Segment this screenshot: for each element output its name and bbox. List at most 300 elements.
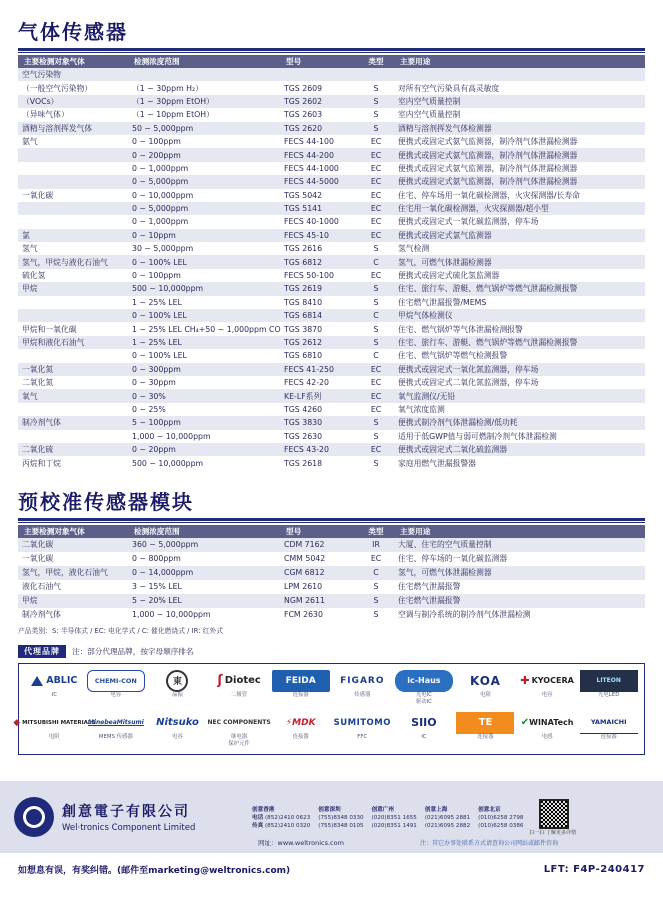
- table-row: [18, 175, 645, 188]
- table-cell: TGS 2620: [280, 122, 358, 135]
- table-cell: 0 ~ 1,000ppm: [128, 162, 280, 175]
- brand-category: 连接器: [477, 733, 494, 740]
- brand-category: 连接器: [292, 733, 309, 740]
- office-fax: (021)6095 2882: [424, 822, 471, 829]
- table-cell: [18, 430, 128, 443]
- brand-grid: [13, 663, 645, 755]
- table-cell: 0 ~ 200ppm: [128, 148, 280, 161]
- table-cell: 3 ~ 15% LEL: [128, 580, 280, 594]
- brand-header: [18, 645, 645, 659]
- brand-logo-text: CHEMI-CON: [94, 676, 137, 685]
- company-name-en: Wel·tronics Component Limited: [62, 823, 196, 833]
- table-cell: 氧气监测仪/无铅: [394, 389, 645, 402]
- office-name: 创意上海: [424, 806, 448, 813]
- company-footer: [0, 781, 663, 853]
- table-cell: 丙烷和丁烷: [18, 456, 128, 469]
- table-row: [18, 95, 645, 108]
- table-cell: TGS 2603: [280, 108, 358, 121]
- table-cell: 甲烷和液化石油气: [18, 336, 128, 349]
- table-cell: 0 ~ 300ppm: [128, 363, 280, 376]
- table-cell: 二氧化氮: [18, 376, 128, 389]
- table-cell: 0 ~ 10,000ppm: [128, 189, 280, 202]
- table-cell: KE-LF系列: [280, 389, 358, 402]
- table-cell: 氢气，甲烷，液化石油气: [18, 566, 128, 580]
- table-cell: TGS 6810: [280, 349, 358, 362]
- triangle-icon: [25, 670, 83, 692]
- brand-logo-text: NEC COMPONENTS: [207, 719, 271, 727]
- table-cell: C: [358, 255, 394, 268]
- table-cell: 氢气，可燃气体泄漏检测器: [394, 255, 645, 268]
- table-cell: 氢气，可燃气体泄漏检测器: [394, 566, 645, 580]
- column-header: 类型: [358, 55, 394, 68]
- table-row: [18, 430, 645, 443]
- table-cell: CGM 6812: [280, 566, 358, 580]
- brand-logo-text: ic-Haus: [407, 676, 441, 686]
- table-cell: 便携式制冷剂气体泄漏检测/低功耗: [394, 416, 645, 429]
- brand-item[interactable]: [271, 668, 330, 708]
- table-cell: [18, 309, 128, 322]
- table-row: [18, 255, 645, 268]
- brand-logo: [148, 712, 206, 734]
- table-row: [18, 81, 645, 94]
- brand-logo-text: Diotec: [224, 675, 261, 687]
- brand-item[interactable]: [13, 710, 96, 750]
- table-cell: EC: [358, 148, 394, 161]
- table-cell: EC: [358, 443, 394, 456]
- table-row: [18, 215, 645, 228]
- brand-category: 连接器: [292, 691, 309, 698]
- table-cell: 空气污染物: [18, 68, 128, 81]
- table-cell: 便携式或固定式氨气监测器，制冷剂气体泄漏检测器: [394, 175, 645, 188]
- table-row: [18, 608, 645, 622]
- table-cell: EC: [358, 389, 394, 402]
- brand-category: 电阻: [480, 691, 491, 698]
- table-row: [18, 349, 645, 362]
- office-tel: (020)8351 1655: [371, 814, 417, 821]
- table-cell: 空调与制冷系统的制冷剂气体泄漏检测: [394, 608, 645, 622]
- office-2: [425, 806, 470, 830]
- brand-note: 注：部分代理品牌，按字母顺序排名: [72, 647, 194, 657]
- table-cell: FECS 44-1000: [280, 162, 358, 175]
- table-cell: 50 ~ 5,000ppm: [128, 122, 280, 135]
- table-row: [18, 552, 645, 566]
- website[interactable]: [258, 838, 344, 847]
- brand-category: 继电器 保护元件: [228, 733, 250, 747]
- table-cell: S: [358, 95, 394, 108]
- company-logo-icon: [14, 797, 54, 837]
- table-cell: S: [358, 416, 394, 429]
- office-tel: (010)6258 2798: [478, 814, 524, 821]
- table-cell: 360 ~ 5,000ppm: [128, 538, 280, 552]
- table-cell: 便携式或固定式氨气监测器，制冷剂气体泄漏检测器: [394, 148, 645, 161]
- brand-item[interactable]: [333, 710, 392, 750]
- brand-category: 传感器: [354, 691, 371, 698]
- brand-item[interactable]: [25, 668, 84, 708]
- tel-label: 电话: [252, 814, 264, 821]
- table-cell: 便携式或固定式一氧化碳监测器，停车场: [394, 215, 645, 228]
- brand-category: 电感: [541, 733, 553, 740]
- web-label: 网址：: [258, 839, 278, 847]
- table-cell: 住宅、旅行车、游艇、燃气锅炉等燃气泄漏检测报警: [394, 336, 645, 349]
- column-header: 类型: [358, 525, 394, 538]
- table-row: [18, 566, 645, 580]
- table-row: [18, 403, 645, 416]
- brand-logo: [333, 670, 391, 692]
- table-cell: [18, 202, 128, 215]
- table-row: [18, 456, 645, 469]
- office-0: [318, 806, 363, 830]
- table-cell: TGS 8410: [280, 296, 358, 309]
- table-cell: NGM 2611: [280, 594, 358, 608]
- brand-item[interactable]: [456, 668, 515, 708]
- table-cell: FECS 50-100: [280, 269, 358, 282]
- brand-item[interactable]: [87, 710, 146, 750]
- table-cell: FECS 42-20: [280, 376, 358, 389]
- company-name-cn: 創意電子有限公司: [62, 804, 190, 820]
- brand-item[interactable]: [87, 668, 146, 708]
- table-cell: 氯: [18, 229, 128, 242]
- table-cell: 一氧化氮: [18, 363, 128, 376]
- table-cell: 0 ~ 25%: [128, 403, 280, 416]
- brand-logo-text: MinebeaMitsumi: [87, 719, 144, 727]
- table-cell: 0 ~ 30ppm: [128, 376, 280, 389]
- table-cell: 室内空气质量控制: [394, 95, 645, 108]
- table-row: [18, 135, 645, 148]
- table-cell: 500 ~ 10,000ppm: [128, 456, 280, 469]
- w-mark-icon: ✔ WINATech: [520, 717, 574, 729]
- table-cell: CMM 5042: [280, 552, 358, 566]
- table-cell: 住宅、旅行车、游艇、燃气锅炉等燃气泄漏检测报警: [394, 282, 645, 295]
- brand-logo: [395, 670, 453, 692]
- table-cell: 500 ~ 10,000ppm: [128, 282, 280, 295]
- table-row: [18, 68, 645, 81]
- table-cell: 0 ~ 100% LEL: [128, 255, 280, 268]
- table-body: [18, 538, 645, 622]
- table-cell: 二氧化碳: [18, 538, 128, 552]
- table-body: [18, 68, 645, 470]
- table-cell: S: [358, 608, 394, 622]
- table-cell: TGS 3830: [280, 416, 358, 429]
- table-row: [18, 162, 645, 175]
- table-cell: FECS 44-100: [280, 135, 358, 148]
- table-cell: C: [358, 566, 394, 580]
- table-row: [18, 443, 645, 456]
- brand-item[interactable]: [579, 668, 638, 708]
- brand-logo-text: LITEON: [596, 677, 621, 685]
- table-row: [18, 416, 645, 429]
- j-mark-icon: ʃ Diotec: [217, 673, 261, 689]
- office-tel: (852)2410 0623: [264, 814, 311, 821]
- table-cell: 住宅、停车场的一氧化碳监测器: [394, 552, 645, 566]
- brand-category: 连接器: [600, 733, 617, 740]
- table-cell: 5 ~ 20% LEL: [128, 594, 280, 608]
- brand-logo: [580, 712, 638, 734]
- table-cell: 便携式或固定式氨气监测器，制冷剂气体泄漏检测器: [394, 162, 645, 175]
- table-cell: TGS 3870: [280, 322, 358, 335]
- brand-logo: [456, 712, 514, 734]
- table-cell: LPM 2610: [280, 580, 358, 594]
- office-name: 创意深圳: [318, 806, 341, 813]
- table-cell: 1 ~ 25% LEL: [128, 296, 280, 309]
- office-3: [478, 806, 523, 830]
- brand-logo-text: KYOCERA: [531, 676, 574, 686]
- brand-item[interactable]: [456, 710, 515, 750]
- table-cell: 液化石油气: [18, 580, 128, 594]
- table-cell: TGS 2619: [280, 282, 358, 295]
- table-row: [18, 580, 645, 594]
- table-cell: EC: [358, 376, 394, 389]
- table-cell: TGS 2630: [280, 430, 358, 443]
- table-cell: 酒精与溶剂挥发气体检测器: [394, 122, 645, 135]
- brand-item[interactable]: [271, 710, 330, 750]
- brand-item[interactable]: [518, 668, 577, 708]
- table-row: [18, 148, 645, 161]
- table-row: [18, 309, 645, 322]
- brand-logo-text: FIGARO: [340, 675, 385, 686]
- table-cell: EC: [358, 269, 394, 282]
- table-row: [18, 322, 645, 335]
- table-row: [18, 108, 645, 121]
- table-cell: FECS 43-20: [280, 443, 358, 456]
- table-cell: 便携式或固定式二氧化硫监测器: [394, 443, 645, 456]
- table-cell: TGS 6814: [280, 309, 358, 322]
- table-cell: FCM 2630: [280, 608, 358, 622]
- brand-category: 电阻: [48, 733, 60, 740]
- table-row: [18, 202, 645, 215]
- modules-title: 预校准传感器模块: [18, 489, 194, 514]
- table-cell: FECS 40-1000: [280, 215, 358, 228]
- table-cell: 氧气浓度监测: [394, 403, 645, 416]
- brand-category: FFC: [357, 733, 368, 740]
- brand-logo-text: WINATech: [529, 718, 574, 728]
- web-url[interactable]: www.weltronics.com: [277, 839, 344, 847]
- feedback-slogan[interactable]: 如想息有误，有奖纠错。(邮件至marketing@weltronics.com): [18, 865, 291, 876]
- table-cell: （VOCs）: [18, 95, 128, 108]
- table-row: [18, 336, 645, 349]
- table-cell: 制冷剂气体: [18, 608, 128, 622]
- table-cell: [18, 296, 128, 309]
- table-cell: 住宅、停车场用一氧化碳检测器，火灾探测器/长寿命: [394, 189, 645, 202]
- brand-item[interactable]: [579, 710, 638, 750]
- table-cell: TGS 2612: [280, 336, 358, 349]
- brand-category: 电容: [172, 733, 183, 740]
- table-row: [18, 122, 645, 135]
- table-cell: 对所有空气污染具有高灵敏度: [394, 81, 645, 94]
- table-row: [18, 376, 645, 389]
- table-cell: 0 ~ 100ppm: [128, 135, 280, 148]
- office-tel: (755)8348 0330: [318, 814, 364, 821]
- table-cell: 0 ~ 14,000ppm: [128, 566, 280, 580]
- table-cell: 1 ~ 25% LEL: [128, 336, 280, 349]
- brand-logo-text: KOA: [470, 673, 501, 688]
- brand-item[interactable]: [395, 710, 454, 750]
- brand-item[interactable]: [333, 668, 392, 708]
- table-cell: 便携式或固定式氯气监测器: [394, 229, 645, 242]
- table-cell: 便携式或固定式二氧化氮监测器，停车场: [394, 376, 645, 389]
- brand-category: 光电LED: [598, 691, 620, 698]
- brand-logo: [272, 670, 330, 692]
- table-cell: [18, 162, 128, 175]
- table-cell: 氢气，甲烷与液化石油气: [18, 255, 128, 268]
- brand-logo-text: ABLIC: [46, 675, 78, 687]
- table-cell: 0 ~ 20ppm: [128, 443, 280, 456]
- table-cell: 制冷剂气体: [18, 416, 128, 429]
- brand-category: 光电IC 驱动IC: [415, 691, 432, 705]
- table-cell: 室内空气质量控制: [394, 108, 645, 121]
- column-header: 主要用途: [394, 55, 645, 68]
- table-cell: 0 ~ 1,000ppm: [128, 215, 280, 228]
- column-header: 型号: [280, 525, 358, 538]
- section-rule: [18, 52, 645, 53]
- brand-tag: 代理品牌: [18, 645, 66, 658]
- brand-item[interactable]: [148, 668, 207, 708]
- table-cell: 住宅燃气泄漏报警/MEMS: [394, 296, 645, 309]
- table-cell: 氢气: [18, 242, 128, 255]
- table-cell: FECS 41-250: [280, 363, 358, 376]
- table-cell: EC: [358, 175, 394, 188]
- table-cell: 大厦、住宅的空气质量控制: [394, 538, 645, 552]
- brand-item[interactable]: [210, 668, 269, 708]
- table-cell: [18, 349, 128, 362]
- table-cell: 0 ~ 100% LEL: [128, 309, 280, 322]
- brand-item[interactable]: [395, 668, 454, 708]
- table-cell: 便携式或固定式氨气监测器，制冷剂气体泄漏检测器: [394, 135, 645, 148]
- table-cell: 甲烷: [18, 282, 128, 295]
- table-cell: TGS 2616: [280, 242, 358, 255]
- table-cell: 住宅用一氧化碳检测器，火灾探测器/超小型: [394, 202, 645, 215]
- table-cell: 一氧化碳: [18, 552, 128, 566]
- column-header: 型号: [280, 55, 358, 68]
- brand-logo-text: SIIO: [411, 716, 437, 730]
- table-cell: 30 ~ 5,000ppm: [128, 242, 280, 255]
- section-rule: [18, 48, 645, 51]
- section-rule: [18, 522, 645, 523]
- table-cell: 0 ~ 10ppm: [128, 229, 280, 242]
- brand-category: IC: [421, 733, 427, 740]
- table-cell: TGS 2618: [280, 456, 358, 469]
- table-cell: S: [358, 430, 394, 443]
- brand-item[interactable]: [207, 710, 271, 750]
- kyocera-mark-icon: ✚ KYOCERA: [520, 674, 574, 688]
- office-fax: (020)8351 1491: [371, 822, 417, 829]
- office-name: 创意广州: [371, 806, 394, 813]
- brand-logo-text: SUMITOMO: [333, 717, 391, 728]
- table-cell: （1 ~ 30ppm EtOH）: [128, 95, 280, 108]
- table-cell: [128, 68, 280, 81]
- table-cell: 1,000 ~ 10,000ppm: [128, 430, 280, 443]
- fax-label: 传真: [252, 822, 264, 829]
- page-bottom: [18, 860, 645, 878]
- table-cell: IR: [358, 538, 394, 552]
- table-row: [18, 538, 645, 552]
- table-cell: 甲烷气体检测仪: [394, 309, 645, 322]
- table-cell: S: [358, 122, 394, 135]
- table-cell: [358, 68, 394, 81]
- mdk-mark-icon: ⚡ MDK: [285, 717, 316, 728]
- column-header: 主要检测对象气体: [18, 525, 128, 538]
- table-cell: （1 ~ 10ppm EtOH）: [128, 108, 280, 121]
- type-note: 产品类别：S: 半导体式 / EC: 电化学式 / C: 催化燃烧式 / IR: 红外式: [18, 626, 223, 635]
- table-cell: TGS 4260: [280, 403, 358, 416]
- table-cell: EC: [358, 215, 394, 228]
- table-cell: C: [358, 349, 394, 362]
- table-cell: S: [358, 456, 394, 469]
- module-table: [18, 525, 645, 622]
- table-cell: 0 ~ 5,000ppm: [128, 175, 280, 188]
- table-cell: TGS 5042: [280, 189, 358, 202]
- office-tel: (021)6095 2881: [424, 814, 471, 821]
- table-cell: 一氧化碳: [18, 189, 128, 202]
- table-cell: [394, 68, 645, 81]
- table-cell: 住宅、燃气锅炉等燃气检测报警: [394, 349, 645, 362]
- table-cell: S: [358, 108, 394, 121]
- brand-logo-text: Nitsuko: [156, 717, 199, 729]
- office-name: 创意香港: [252, 806, 275, 813]
- table-cell: 氧气: [18, 389, 128, 402]
- brand-logo: [333, 712, 391, 734]
- table-row: [18, 269, 645, 282]
- table-cell: EC: [358, 202, 394, 215]
- table-row: [18, 296, 645, 309]
- qr-code-icon[interactable]: [539, 799, 569, 829]
- table-cell: C: [358, 309, 394, 322]
- leaflet-code: LFT: F4P-240417: [543, 863, 645, 875]
- table-cell: EC: [358, 229, 394, 242]
- table-cell: S: [358, 322, 394, 335]
- column-header: 主要用途: [394, 525, 645, 538]
- table-cell: TGS 5141: [280, 202, 358, 215]
- table-cell: EC: [358, 162, 394, 175]
- table-cell: 1,000 ~ 10,000ppm: [128, 608, 280, 622]
- brand-logo: [580, 670, 638, 692]
- diamond-mark-icon: ◆ MITSUBISHI MATERIALS: [13, 717, 96, 728]
- branch-note: 注：其它办事处联系方式请查询公司网站或邮件咨询: [420, 840, 559, 847]
- table-cell: FECS 45-10: [280, 229, 358, 242]
- gas-sensor-table: [18, 55, 645, 470]
- table-cell: 0 ~ 100% LEL: [128, 349, 280, 362]
- table-cell: 1 ~ 25% LEL CH₄+50 ~ 1,000ppm CO: [128, 322, 280, 335]
- brand-category: 二极管: [231, 691, 248, 698]
- column-header: 主要检测对象气体: [18, 55, 128, 68]
- table-cell: [18, 148, 128, 161]
- table-cell: S: [358, 336, 394, 349]
- table-cell: [280, 68, 358, 81]
- office-fax: (010)6258 0386: [478, 822, 524, 829]
- brand-logo: [207, 712, 271, 734]
- table-cell: 住宅、燃气锅炉等气体泄漏检测报警: [394, 322, 645, 335]
- table-cell: EC: [358, 552, 394, 566]
- office-name: 创意北京: [478, 806, 501, 813]
- table-cell: S: [358, 580, 394, 594]
- table-cell: [18, 215, 128, 228]
- table-cell: 硫化氢: [18, 269, 128, 282]
- table-cell: S: [358, 242, 394, 255]
- brand-logo-text: TE: [478, 717, 493, 729]
- brand-logo: [395, 712, 453, 734]
- qr-caption: 扫一扫 了解更多详情: [529, 829, 577, 836]
- column-header: 检测浓度范围: [128, 55, 280, 68]
- column-header: 检测浓度范围: [128, 525, 280, 538]
- table-cell: CDM 7162: [280, 538, 358, 552]
- table-row: [18, 242, 645, 255]
- brand-item[interactable]: [148, 710, 207, 750]
- brand-item[interactable]: [518, 710, 577, 750]
- contacts: [252, 805, 523, 830]
- circle-logo-icon: 東: [166, 670, 188, 692]
- brand-logo-text: FEIDA: [285, 675, 316, 686]
- table-cell: S: [358, 594, 394, 608]
- brand-category: 晶振: [172, 691, 183, 698]
